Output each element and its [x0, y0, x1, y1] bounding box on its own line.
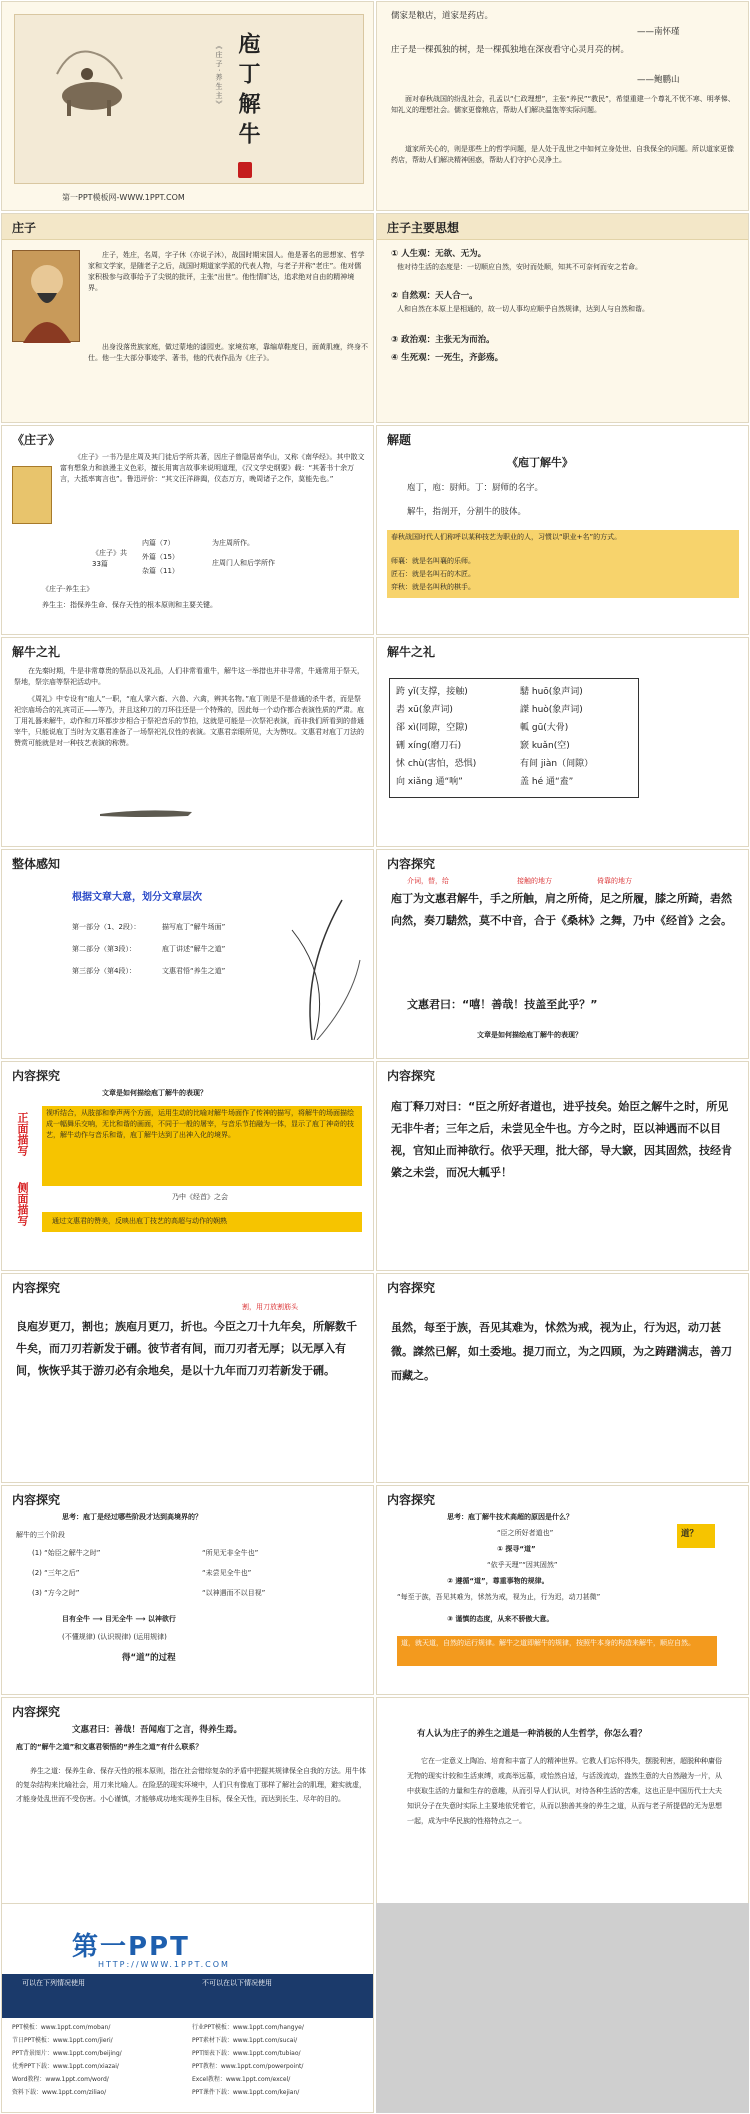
answer-1-note: “依乎天理”“因其固然”: [487, 1561, 558, 1569]
answer-2-note: “每至于族，吾见其难为，怵然为戒，视为止，行为迟，动刀甚微”: [397, 1593, 601, 1601]
slide-header: 庄子主要思想: [377, 214, 748, 240]
slide-blank: [376, 1903, 749, 2113]
slide-content-3[interactable]: [376, 1061, 749, 1271]
slide-zhuangzi-book[interactable]: [1, 425, 374, 635]
slide-discussion[interactable]: [376, 1697, 749, 1907]
quote-2: 庄子是一棵孤独的树，是一棵孤独地在深夜看守心灵月亮的树。: [391, 45, 630, 55]
note: 割，用刀放割筋头: [242, 1303, 298, 1311]
slide-header: 庄子: [2, 214, 373, 240]
answer-body: 养生之道：保养生命、保存天性的根本原则，指在社会错综复杂的矛盾中把握其规律保全自我的方法。用牛体的复杂结构来比喻社会，用刀来比喻人。在险恶的现实环境中，人们只有像庖丁那样了解社会的肌理，避实就虚，才能身处乱世而不受伤害。小心谨慎，才能够成功地实现养生目标，保全天性，而达到长生、尽年的目的。: [16, 1767, 366, 1803]
part-1-value: 描写庖丁“解牛场面”: [162, 923, 226, 931]
outer-chapters: 外篇（15）: [142, 553, 179, 561]
stages-title: 解牛的三个阶段: [16, 1531, 65, 1539]
thought-3: ③ 政治观：主张无为而治。: [391, 335, 495, 345]
slide-content-4[interactable]: [1, 1273, 374, 1483]
zhuangzi-bio-2: 出身没落贵族家庭，做过蒙地的漆园吏。家境贫寒，靠编草鞋度日，面黄肌瘦，终身不仕。他一生大部分事迹学、著书，他的代表作品为《庄子》。: [88, 343, 368, 362]
slide-main-thoughts[interactable]: [376, 213, 749, 423]
slide-question: 思考：庖丁解牛技术高超的原因是什么？: [447, 1513, 573, 1521]
inner-chapters: 内篇（7）: [142, 539, 175, 547]
resource-link[interactable]: PPT图表下载：www.1ppt.com/tubiao/: [192, 2050, 301, 2057]
quote-1: 儒家是粮店，道家是药店。: [391, 11, 494, 21]
ritual-p2: 《周礼》中专设有“庖人”一职，“庖人掌六畜、六兽、六禽，辨其名物。”庖丁则是不是普通的杀牛者，而是祭祀宗庙场合的礼宾司正——等乃，并且这种刀的刀环往还是一个特殊的，因此每一个动作都合表演性质的严肃。庖丁用礼器来解牛，动作和刀环都步步相合于祭祀音乐的节拍，这就是可能是一次祭祀表演，而非我们所看到的普通宰牛，只能说庖丁当时为文惠君准备了一场祭祀礼仪性的表演。文惠君亲眼所见，大为赞叹。文惠君对庖丁刀法的赞赏可能就是对一种技艺表演的称赞。: [14, 695, 364, 747]
slide-question: 思考：庖丁是经过哪些阶段才达到高境界的？: [62, 1513, 202, 1521]
slide-header: 《庄子》: [12, 433, 61, 447]
thought-2: ② 自然观：天人合一。: [391, 291, 478, 301]
resource-link[interactable]: PPT课件下载：www.1ppt.com/kejian/: [192, 2089, 300, 2096]
brand-url[interactable]: HTTP://WWW.1PPT.COM: [98, 1960, 230, 1969]
slide-header: 整体感知: [12, 857, 61, 871]
note-3: 倚靠的地方: [597, 877, 632, 885]
zhuangzi-bio: 庄子，姓庄，名周，字子休（亦说子沐），战国时期宋国人。他是著名的思想家、哲学家和文学家，是随老子之后，战国时期道家学派的代表人物，与老子并称“老庄”。他对儒家积极参与政事给予了尖锐的批评，主张“出世”。他性情旷达，追求绝对自由的精神境界。: [88, 251, 365, 292]
overall-title: 根据文章大意，划分文章层次: [72, 892, 202, 903]
resource-link[interactable]: 节日PPT模板：www.1ppt.com/jieri/: [12, 2037, 113, 2044]
slide-header: 内容探究: [12, 1281, 61, 1295]
resource-link[interactable]: PPT模板：www.1ppt.com/moban/: [12, 2024, 111, 2031]
slide-quotes[interactable]: [376, 1, 749, 211]
slide-header: 内容探究: [12, 1069, 61, 1083]
dao-badge: 道？: [677, 1524, 715, 1548]
yangsheng-def: 养生主：指保养生命、保存天性的根本原则和主要关键。: [42, 601, 217, 609]
orchid-ink-icon: [272, 890, 362, 1040]
answer-1: ① 探寻“道”: [497, 1545, 536, 1553]
knife-artifact-icon: [98, 806, 194, 820]
text-passage: 庖丁释刀对曰：“臣之所好者道也，进乎技矣。始臣之解牛之时，所见无非牛者；三年之后，未尝见全牛也。方今之时，臣以神遇而不以目视，官知止而神欲行。依乎天理，批大郤，导大窾，因其固然，技经肯綮之未尝，而况大軱乎！: [391, 1100, 732, 1179]
pronunciation-item: 騞 huō(象声词): [520, 687, 583, 697]
pronunciation-item: 盖 hé 通“盍”: [520, 777, 574, 787]
slide-content-6[interactable]: [1, 1485, 374, 1695]
ritual-p1: 在先秦时期，牛是非常尊贵的祭品以及礼品，人们非常看重牛，解牛这一举措也并非寻常，牛通常用于祭天，祭地，祭宗庙等祭祀活动中。: [14, 667, 364, 686]
slide-header: 内容探究: [387, 857, 436, 871]
slide-overall[interactable]: [1, 849, 374, 1059]
answer-3: ③ 谨慎的态度，从来不骄傲大意。: [447, 1615, 554, 1623]
slide-header: 内容探究: [12, 1705, 61, 1719]
brand-logo: 第一PPT: [72, 1932, 190, 1962]
slide-header: 内容探究: [387, 1493, 436, 1507]
slide-content-1[interactable]: [376, 849, 749, 1059]
pronunciation-item: 跨 yǐ(支撑，接触): [396, 687, 468, 697]
slide-header: 解牛之礼: [387, 645, 436, 659]
usage-bar: 可以在下列情况使用 不可以在以下情况使用: [2, 1974, 374, 2018]
stage-chain: 目有全牛 ⟶ 目无全牛 ⟶ 以神欲行: [62, 1615, 176, 1623]
classic-quote: 乃中《经首》之会: [172, 1193, 228, 1201]
text-passage-2: 文惠君曰：“嘻！善哉！技盖至此乎？”: [407, 998, 598, 1011]
text-passage: 虽然，每至于族，吾见其难为，怵然为戒，视为止，行为迟，动刀甚微。謋然已解，如土委地。提刀而立，为之四顾，为之踌躇满志，善刀而藏之。: [391, 1321, 732, 1382]
thought-4: ④ 生死观：一死生，齐彭殇。: [391, 353, 504, 363]
discussion-body: 它在一定意义上陶冶、培育和丰富了人的精神世界。它教人们忘怀得失，摆脱利害，超脱种种庸俗无物的现实计较和生活束缚，或高举远慕，或怡然自适，与活泼流动，盎然生意的大自然融为一片，从中获取生活的力量和生存的意趣，从而引导人们认识，对待各种生活的苦难，这也正是中国历代士大夫知识分子在失意时实际上主要地依凭着它，从而以独善其身的养生之道，从而与老子所提倡的无为思想一起，成为中华民族的性格特点之一。: [407, 1757, 722, 1825]
ink-painting-icon: [42, 34, 132, 124]
explain-2: 解牛，指剖开，分割牛的肢体。: [407, 507, 527, 517]
stage-value: “未尝见全牛也”: [202, 1569, 252, 1577]
zhuangzi-portrait: [12, 250, 80, 342]
part-3: 第三部分（第4段）：: [72, 967, 136, 975]
book-intro: 《庄子》一书乃是庄周及其门徒后学所共著，因庄子曾隐居南华山，又称《南华经》。其中散文富有想象力和浪漫主义色彩，擅长用寓言故事来说明道理，《汉文学史纲要》载：“其著书十余万言，大抵率寓言也”。鲁迅评价：“其文汪洋辟阖，仪态万方，晚周诸子之作，莫能先也。”: [60, 453, 365, 483]
resource-link[interactable]: PPT背景图片：www.1ppt.com/beijing/: [12, 2050, 122, 2057]
pronunciation-item: 砉 xū(象声词): [396, 705, 453, 715]
stage-key: (2) “三年之后”: [32, 1569, 80, 1577]
slide-content-5[interactable]: [376, 1273, 749, 1483]
pronunciation-item: 軱 gū(大骨): [520, 723, 569, 733]
title-explain: 《庖丁解牛》: [507, 456, 573, 469]
slide-subtitle: 《庄子·养生主》: [215, 42, 223, 110]
thought-2-desc: 人和自然在本原上是相通的，故一切人事均应顺乎自然规律，达到人与自然和谐。: [397, 305, 649, 313]
template-credit: 第一PPT模板网-WWW.1PPT.COM: [62, 193, 185, 202]
text-passage: 庖丁为文惠君解牛，手之所触，肩之所倚，足之所履，膝之所踦，砉然向然，奏刀騞然，莫不中音，合于《桑林》之舞，乃中《经首》之会。: [391, 892, 732, 927]
label-direct: 正面描写: [16, 1112, 29, 1156]
part-1: 第一部分（1、2段）：: [72, 923, 141, 931]
resource-link[interactable]: Excel教程：www.1ppt.com/excel/: [192, 2076, 291, 2083]
stage-chain-2: (不懂规律) (认识规律) (运用规律): [62, 1633, 167, 1641]
lead-quote: “臣之所好者道也”: [497, 1529, 554, 1537]
thought-1-desc: 他对待生活的态度是：一切顺应自然，安时而处顺，知其不可奈何而安之若命。: [397, 263, 642, 271]
part-3-value: 文惠君悟“养生之道”: [162, 967, 226, 975]
slide-content-2[interactable]: [1, 1061, 374, 1271]
slide-header: 内容探究: [387, 1281, 436, 1295]
pronunciation-item: 窾 kuǎn(空): [520, 741, 570, 751]
paragraph-confucian: 面对春秋战国的纷乱社会，孔孟以“仁政理想”，主张“养民”“教民”，希望重建一个尊礼不忧不寒、明孝悌、知礼义的理想社会。儒家更像粮店，帮助人们解决温饱等实际问题。: [391, 95, 735, 114]
question: 文章是如何描绘庖丁解牛的表现？: [477, 1031, 582, 1039]
yangsheng-link: 《庄子·养生主》: [42, 585, 94, 593]
explain-1: 庖丁，庖：厨师。丁：厨师的名字。: [407, 483, 544, 493]
pronunciation-item: 向 xiǎng 通“响”: [396, 777, 463, 787]
stage-key: (3) “方今之时”: [32, 1589, 80, 1597]
pronunciation-item: 怵 chù(害怕，恐惧): [396, 759, 477, 769]
naming-box: 春秋战国时代人们称呼以某种技艺为职业的人，习惯以“职业+名”的方式。 师襄：就是名叫襄的乐师。 匠石：就是名叫石的木匠。 弈秋：就是名叫秋的棋手。: [387, 530, 739, 598]
red-seal-icon: [238, 162, 252, 178]
slide-question: 庖丁的“解牛之道”和文惠君领悟的“养生之道”有什么联系？: [16, 1743, 203, 1751]
slide-title-explain[interactable]: [376, 425, 749, 635]
resource-link[interactable]: 优秀PPT下载：www.1ppt.com/xiazai/: [12, 2063, 119, 2070]
part-2-value: 庖丁讲述“解牛之道”: [162, 945, 226, 953]
resource-link[interactable]: 行业PPT模板：www.1ppt.com/hangye/: [192, 2024, 304, 2031]
dao-process: 得“道”的过程: [122, 1653, 176, 1663]
slide-content-7[interactable]: [376, 1485, 749, 1695]
dao-definition-box: 道，就天道，自然的运行规律。解牛之道即解牛的规律，按照牛本身的构造来解牛，顺应自然。: [397, 1636, 717, 1666]
analysis-box: 视听结合，从肢部和拳声两个方面，运用生动的比喻对解牛场面作了传神的描写，将解牛的场面描绘成一幅舞乐交响，无比和谐的画面，不同于一般的屠宰，与音乐节拍融为一体，显示了庖丁神奇的技艺，解牛动作与音乐和谐，庖丁解牛达到了出神入化的境界。: [42, 1106, 362, 1186]
inner-note: 为庄周所作。: [212, 539, 254, 547]
part-2: 第二部分（第3段）：: [72, 945, 136, 953]
misc-chapters: 杂篇（11）: [142, 567, 179, 575]
slide-title[interactable]: [1, 1, 374, 211]
slide-header: 内容探究: [387, 1069, 436, 1083]
slide-question: 文章是如何描绘庖丁解牛的表现？: [102, 1089, 207, 1097]
pronunciation-item: 有间 jiàn（间隙）: [520, 759, 594, 769]
slide-header: 内容探究: [12, 1493, 61, 1507]
quote-2-author: ——鲍鹏山: [637, 75, 680, 85]
slide-zhuangzi[interactable]: [1, 213, 374, 423]
text-passage: 良庖岁更刀，割也；族庖月更刀，折也。今臣之刀十九年矣，所解数千牛矣，而刀刃若新发于硎。彼节者有间，而刀刃者无厚；以无厚入有间，恢恢乎其于游刃必有余地矣，是以十九年而刀刃若新发于硎。: [16, 1320, 357, 1377]
pronunciation-item: 郤 xì(同隙，空隙): [396, 723, 468, 733]
slide-title-text: 庖丁解牛: [235, 32, 260, 152]
book-icon: [12, 466, 52, 524]
quote-1-author: ——南怀瑾: [637, 27, 680, 37]
book-total: 《庄子》共33篇: [92, 549, 127, 568]
paragraph-taoist: 道家所关心的，则是那些上的哲学问题，是人处于乱世之中如何立身处世、自我保全的问题。所以道家更像药店，帮助人们解决精神困惑，帮助人们守护心灵净土。: [391, 145, 734, 164]
text-line: 文惠君曰：善哉！吾闻庖丁之言，得养生焉。: [72, 1725, 243, 1735]
stage-value: “以神遇而不以目视”: [202, 1589, 266, 1597]
slide-end[interactable]: [1, 1903, 374, 2113]
pronunciation-item: 硎 xíng(磨刀石): [396, 741, 462, 751]
note-2: 接触的地方: [517, 877, 552, 885]
slide-header: 解牛之礼: [12, 645, 61, 659]
resource-link[interactable]: PPT教程：www.1ppt.com/powerpoint/: [192, 2063, 304, 2070]
slide-header: 解题: [387, 433, 412, 447]
resource-link[interactable]: 资料下载：www.1ppt.com/ziliao/: [12, 2089, 107, 2096]
stage-key: (1) “始臣之解牛之时”: [32, 1549, 101, 1557]
pronunciation-box: [389, 678, 639, 798]
resource-link[interactable]: PPT素材下载：www.1ppt.com/sucai/: [192, 2037, 298, 2044]
slide-pronunciation[interactable]: [376, 637, 749, 847]
outer-note: 庄周门人和后学所作: [212, 559, 275, 567]
thought-1: ① 人生观：无欲、无为。: [391, 249, 487, 259]
slide-jieniu-ritual[interactable]: [1, 637, 374, 847]
summary-box: 通过文惠君的赞美，反映出庖丁技艺的高超与动作的娴熟: [42, 1212, 362, 1232]
discussion-question: 有人认为庄子的养生之道是一种消极的人生哲学，你怎么看？: [417, 1729, 647, 1739]
slide-content-8[interactable]: [1, 1697, 374, 1907]
label-indirect: 侧面描写: [16, 1182, 29, 1226]
answer-2: ② 遵循“道”，尊重事物的规律。: [447, 1577, 549, 1585]
resource-link[interactable]: Word教程：www.1ppt.com/word/: [12, 2076, 109, 2083]
pronunciation-item: 謋 huò(象声词): [520, 705, 583, 715]
stage-value: “所见无非全牛也”: [202, 1549, 259, 1557]
note-1: 介词，替，给: [407, 877, 449, 885]
